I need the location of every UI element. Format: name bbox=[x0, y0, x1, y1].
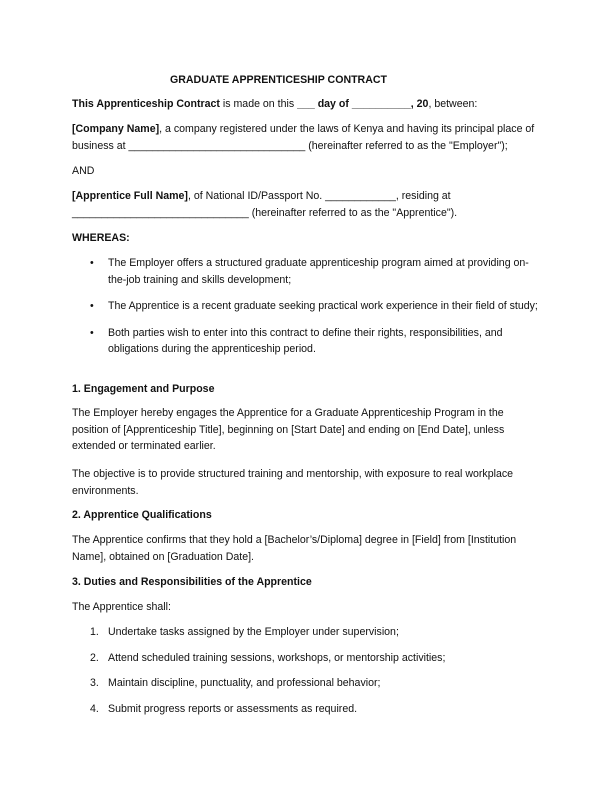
duty-item bbox=[72, 701, 542, 718]
duty-number: 1. bbox=[90, 626, 99, 638]
apprentice-name: [Apprentice Full Name] bbox=[72, 190, 188, 202]
and-label: AND bbox=[72, 165, 95, 177]
duty-text: Maintain discipline, punctuality, and professional behavior; bbox=[108, 677, 381, 689]
whereas-item: • Both parties wish to enter into this contract to define their rights, responsibilities, and obligations during the apprenticeship period. bbox=[72, 325, 542, 358]
section-1-heading: 1. Engagement and Purpose bbox=[72, 383, 215, 395]
duty-number: 3. bbox=[90, 677, 99, 689]
section-1-paragraph-1: The Employer hereby engages the Apprentice for a Graduate Apprenticeship Program in the position of [Apprenticeship Title], beginning on [Start Date] and ending on [End Date], unless extended or terminated earlier. bbox=[72, 407, 505, 452]
section-3-intro: The Apprentice shall: bbox=[72, 601, 171, 613]
duty-item bbox=[72, 650, 542, 667]
company-text: , a company registered under the laws of Kenya and having its principal place of business at ______________________________ (hereinafter referred to as the "Employer"); bbox=[72, 123, 535, 152]
duty-number: 4. bbox=[90, 702, 99, 715]
whereas-list bbox=[72, 255, 542, 368]
duty-item bbox=[72, 675, 542, 692]
document-title: GRADUATE APPRENTICESHIP CONTRACT bbox=[170, 74, 387, 86]
section-1-paragraph-2: The objective is to provide structured training and mentorship, with exposure to real workplace environments. bbox=[72, 468, 514, 497]
whereas-heading: WHEREAS: bbox=[72, 232, 130, 244]
section-3-heading: 3. Duties and Responsibilities of the Apprentice bbox=[72, 576, 312, 588]
duty-number: 2. bbox=[90, 651, 99, 664]
intro-tail: , between: bbox=[428, 98, 478, 110]
company-name: [Company Name] bbox=[72, 123, 160, 135]
intro-lead: This Apprenticeship Contract bbox=[72, 98, 220, 110]
intro-mid: is made on this bbox=[219, 98, 298, 110]
whereas-item: • The Employer offers a structured graduate apprenticeship program aimed at providing on-the-job training and skills development; bbox=[72, 255, 542, 288]
section-2-paragraph: The Apprentice confirms that they hold a [Bachelor’s/Diploma] degree in [Field] from [Institution Name], obtained on [Graduation Date]. bbox=[72, 534, 517, 563]
company-paragraph bbox=[72, 121, 542, 154]
section-2-heading: 2. Apprentice Qualifications bbox=[72, 509, 212, 521]
duty-item bbox=[72, 624, 542, 641]
intro-paragraph bbox=[72, 96, 542, 113]
duty-text: Submit progress reports or assessments as required. bbox=[108, 702, 358, 715]
apprentice-text: , of National ID/Passport No. ____________, residing at ______________________________ (hereinafter referred to as the "Apprentice"). bbox=[72, 190, 458, 219]
duty-text: Undertake tasks assigned by the Employer under supervision; bbox=[108, 626, 399, 638]
duty-text: Attend scheduled training sessions, workshops, or mentorship activities; bbox=[108, 651, 446, 664]
apprentice-paragraph bbox=[72, 188, 542, 221]
intro-date-blank: ___ day of __________, 20 bbox=[297, 98, 429, 110]
whereas-item: • The Apprentice is a recent graduate seeking practical work experience in their field of study; bbox=[72, 298, 542, 315]
duties-list bbox=[72, 624, 542, 726]
